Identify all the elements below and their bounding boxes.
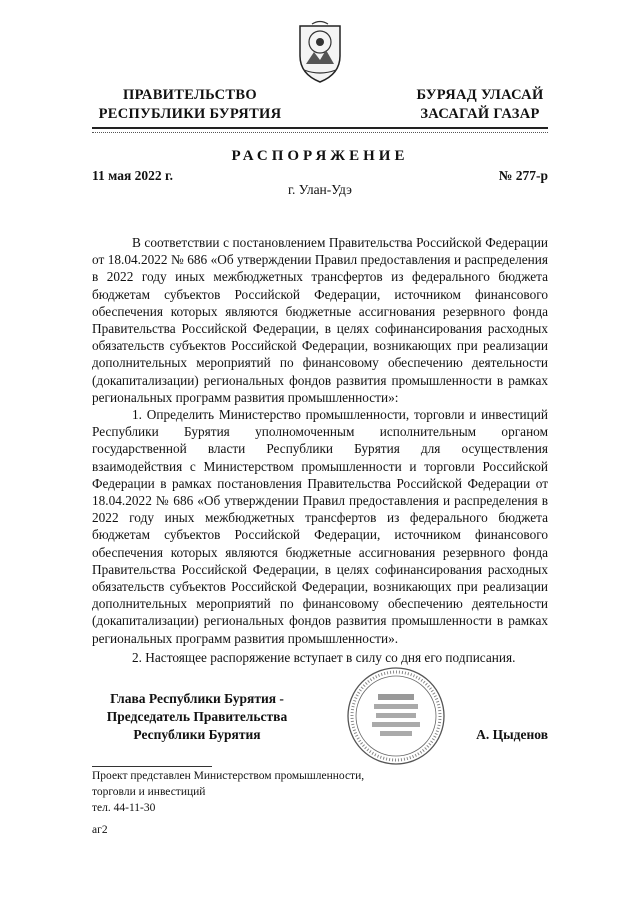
footer-phone: тел. 44-11-30 [92, 802, 156, 814]
header-left-line1: ПРАВИТЕЛЬСТВО [123, 87, 257, 103]
footer-line2: торговли и инвестиций [92, 786, 206, 798]
signatory-title-line1: Глава Республики Бурятия - [110, 691, 284, 706]
document-city: г. Улан-Удэ [288, 182, 352, 197]
header-left-line2: РЕСПУБЛИКИ БУРЯТИЯ [98, 106, 282, 122]
coat-of-arms-icon [296, 20, 344, 84]
footer-code: аг2 [92, 824, 108, 836]
signatory-name: А. Цыденов [476, 727, 548, 742]
header-dotted-rule [92, 132, 548, 133]
header-right-line1: БУРЯАД УЛАСАЙ [416, 87, 544, 103]
body-paragraph-item-2: 2. Настоящее распоряжение вступает в силу со дня его подписания. [132, 650, 516, 665]
official-stamp-icon [338, 664, 454, 768]
body-paragraph-preamble: В соответствии с постановлением Правительства Российской Федерации от 18.04.2022 № 686 «Об утверждении Правил предоставления и распределения в 2022 году иных межбюджетных трансфертов из федерального бюджета бюджетам субъектов Российской Федерации, источником финансового обеспечения которых являются бюджетные ассигнования резервного фонда Правительства Российской Федерации, в целях софинансирования расходных обязательств субъектов Российской Федерации, возникающих при реализации дополнительных мероприятий по финансовому обеспечению деятельности (докапитализации) региональных фондов развития промышленности в рамках региональных программ развития промышленности»: [92, 235, 548, 405]
signatory-title-line2: Председатель Правительства [106, 709, 288, 724]
footer-line1: Проект представлен Министерством промышленности, [92, 770, 365, 782]
body-paragraph-item-1: 1. Определить Министерство промышленности, торговли и инвестиций Республики Бурятия уполномоченным исполнительным органом государственной власти Республики Бурятия для осуществления взаимодействия с Министерством промышленности и торговли Российской Федерации в рамках постановления Правительства Российской Федерации от 18.04.2022 № 686 «Об утверждении Правил предоставления и распределения в 2022 году иных межбюджетных трансфертов из федерального бюджета бюджетам субъектов Российской Федерации, источником финансового обеспечения которых являются бюджетные ассигнования резервного фонда Правительства Российской Федерации, в целях софинансирования расходных обязательств субъектов Российской Федерации, возникающих при реализации дополнительных мероприятий по финансовому обеспечению деятельности (докапитализации) региональных фондов развития промышленности в рамках региональных программ развития промышленности». [92, 407, 548, 646]
header-right-line2: ЗАСАГАЙ ГАЗАР [420, 106, 540, 122]
document-number: № 277-р [498, 168, 548, 183]
signatory-title-line3: Республики Бурятия [133, 727, 261, 742]
header-rule [92, 127, 548, 129]
footer-rule [92, 766, 212, 767]
document-title: РАСПОРЯЖЕНИЕ [231, 148, 409, 164]
document-date: 11 мая 2022 г. [92, 168, 174, 183]
